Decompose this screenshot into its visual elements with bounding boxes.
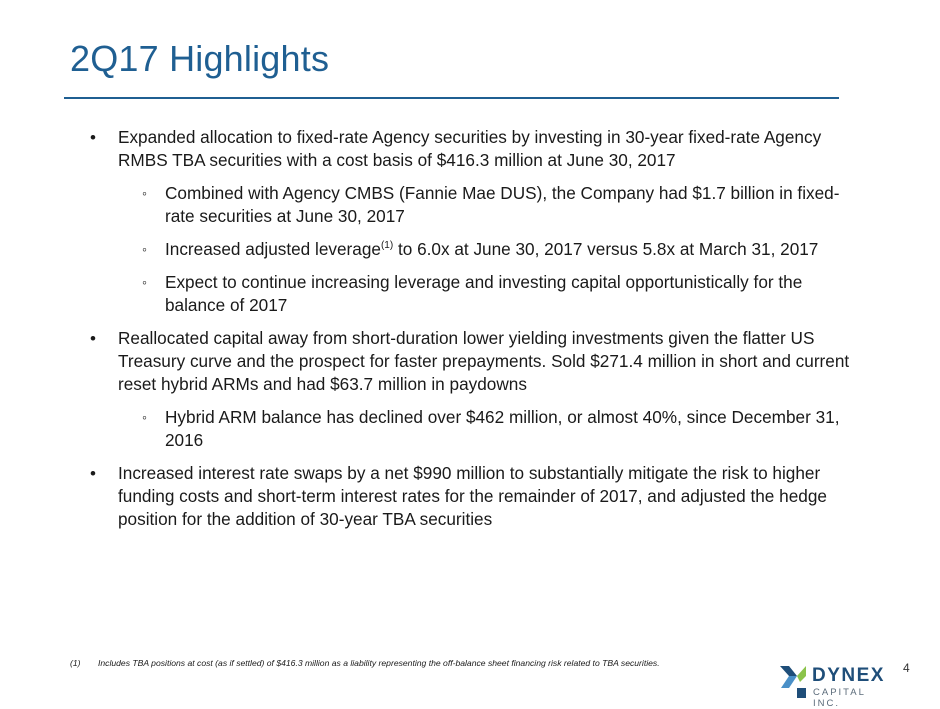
bullet-item [90,462,860,531]
page-number: 4 [903,661,910,675]
sub-bullet-item [90,271,860,317]
logo-chevron-green [797,666,806,682]
slide-title: 2Q17 Highlights [70,38,330,79]
logo-name: DYNEX [812,665,885,686]
sub-bullet-marker: ◦ [142,274,147,290]
footnote [70,658,770,668]
bullet-text: Reallocated capital away from short-duration lower yielding investments given the flatter US Treasury curve and the prospect for faster prepayments. Sold $271.4 million in short and current reset hybrid ARMs and had $63.7 million in paydowns [118,328,850,394]
sub-bullet-text: Expect to continue increasing leverage and investing capital opportunistically for the balance of 2017 [165,272,803,315]
logo-chevron-light [781,676,797,688]
logo-chevron-dark [780,666,797,676]
sub-bullet-marker: ◦ [142,241,147,257]
title-divider [64,97,839,99]
footnote-text: Includes TBA positions at cost (as if settled) of $416.3 million as a liability representing the off-balance sheet financing risk related to TBA securities. [98,658,660,668]
footnote-number: (1) [70,658,81,668]
bullet-marker: • [90,128,96,147]
bullet-item [90,327,860,396]
bullet-marker: • [90,464,96,483]
sub-bullet-item [90,182,860,228]
sub-bullet-text: Hybrid ARM balance has declined over $462 million, or almost 40%, since December 31, 2016 [165,407,840,450]
logo-subtitle: CAPITAL INC. [813,687,866,709]
footnote-reference: (1) [380,240,394,251]
sub-bullet-text: Combined with Agency CMBS (Fannie Mae DUS), the Company had $1.7 billion in fixed-rate securities at June 30, 2017 [165,183,840,226]
sub-bullet-item [90,406,860,452]
bullet-text: Expanded allocation to fixed-rate Agency securities by investing in 30-year fixed-rate Agency RMBS TBA securities with a cost basis of $416.3 million at June 30, 2017 [118,127,822,170]
bullet-item [90,126,860,172]
sub-bullet-marker: ◦ [142,409,147,425]
company-logo [780,665,890,709]
sub-bullet-text-before: Increased adjusted leverage [165,239,381,259]
bullet-text: Increased interest rate swaps by a net $990 million to substantially mitigate the risk to higher funding costs and short-term interest rates for the remainder of 2017, and adjusted the hedge position for the addition of 30-year TBA securities [118,463,827,529]
highlights-list [90,126,860,541]
sub-bullet-text-after: to 6.0x at June 30, 2017 versus 5.8x at March 31, 2017 [393,239,819,259]
logo-chevron-base [797,688,806,698]
logo-mark-icon [780,666,808,698]
sub-bullet-item [90,238,860,261]
bullet-marker: • [90,329,96,348]
sub-bullet-marker: ◦ [142,185,147,201]
